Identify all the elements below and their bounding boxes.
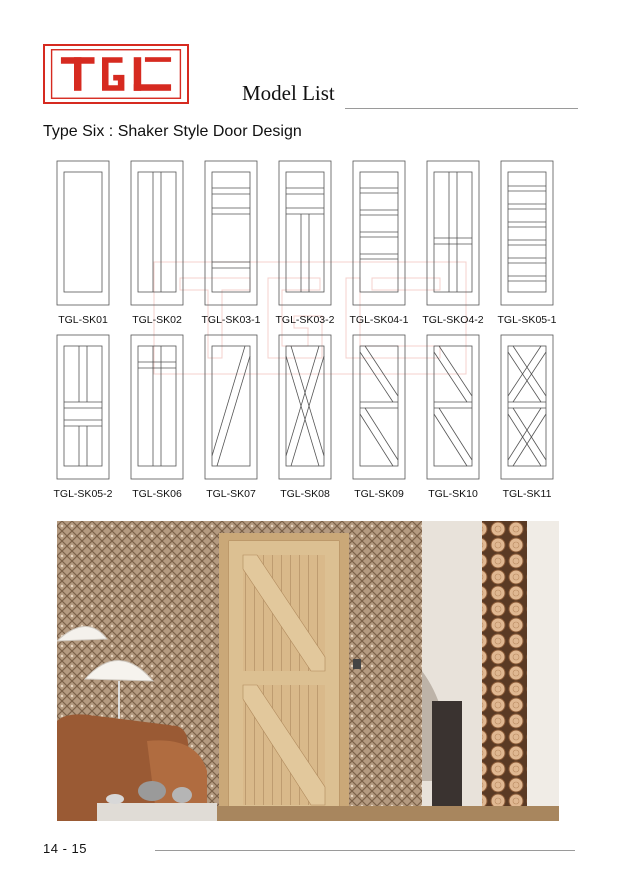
room-photo xyxy=(57,521,559,821)
door-drawing-sk06 xyxy=(121,332,193,482)
door-drawing-sk01 xyxy=(47,158,119,308)
door-item xyxy=(269,332,341,500)
section-title: Type Six : Shaker Style Door Design xyxy=(43,123,302,140)
coffee-table xyxy=(97,803,217,821)
door-label: TGL-SK09 xyxy=(354,488,404,500)
door-item xyxy=(47,332,119,500)
door-drawing-sk05-1 xyxy=(491,158,563,308)
door-drawing-sk03-1 xyxy=(195,158,267,308)
door-label: TGL-SK01 xyxy=(58,314,108,326)
door-item xyxy=(343,332,415,500)
door-label: TGL-SK02 xyxy=(132,314,182,326)
door-label: TGL-SK03-2 xyxy=(275,314,335,326)
door-drawing-sk10 xyxy=(417,332,489,482)
door-drawing-sk09 xyxy=(343,332,415,482)
door-item xyxy=(491,158,563,326)
door-label: TGL-SK11 xyxy=(502,488,552,500)
door-drawing-sk02 xyxy=(121,158,193,308)
door-item xyxy=(121,332,193,500)
door-item xyxy=(417,332,489,500)
door-label: TGL-SK06 xyxy=(132,488,182,500)
door-design-grid xyxy=(47,158,572,503)
door-item xyxy=(47,158,119,326)
page-number: 14 - 15 xyxy=(43,841,87,856)
door-label: TGL-SK07 xyxy=(206,488,256,500)
page-title: Model List xyxy=(242,81,335,105)
door-drawing-sk04-2 xyxy=(417,158,489,308)
door-drawing-sk07 xyxy=(195,332,267,482)
door-item xyxy=(195,332,267,500)
header-divider xyxy=(345,108,578,109)
door-item xyxy=(195,158,267,326)
door-drawing-sk11 xyxy=(491,332,563,482)
tgl-logo xyxy=(43,44,189,104)
door-item xyxy=(121,158,193,326)
door-label: TGL-SK05-1 xyxy=(497,314,557,326)
light-switch xyxy=(353,659,361,669)
door-label: TGL-SK10 xyxy=(428,488,478,500)
door-label: TGL-SKO4-2 xyxy=(422,314,484,326)
door-drawing-sk04-1 xyxy=(343,158,415,308)
door-label: TGL-SK03-1 xyxy=(201,314,261,326)
door-label: TGL-SK04-1 xyxy=(349,314,409,326)
door-drawing-sk03-2 xyxy=(269,158,341,308)
door-item xyxy=(417,158,489,326)
door-item xyxy=(269,158,341,326)
door-label: TGL-SK08 xyxy=(280,488,330,500)
door-drawing-sk05-2 xyxy=(47,332,119,482)
footer-divider xyxy=(155,850,575,851)
door-label: TGL-SK05-2 xyxy=(53,488,113,500)
door-drawing-sk08 xyxy=(269,332,341,482)
log-stack xyxy=(482,521,527,821)
door-item xyxy=(491,332,563,500)
door-item xyxy=(343,158,415,326)
